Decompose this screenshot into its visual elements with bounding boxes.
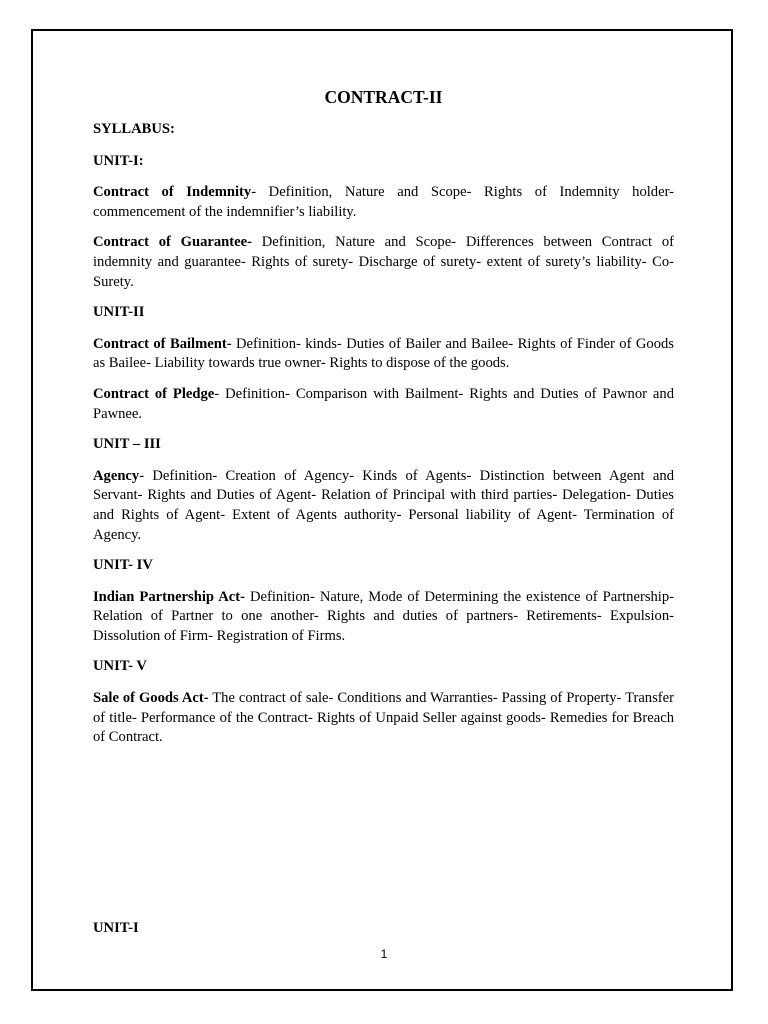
bailment-term: Contract of Bailment- — [93, 335, 232, 352]
agency-paragraph — [93, 467, 674, 545]
unit-3-heading: UNIT – III — [93, 436, 161, 453]
partnership-text: Definition- Nature, Mode of Determining the existence of Partnership- Relation of Partner to one another- Rights and duties of partners- Retirements- Expulsion- Dissolution of Firm- Registration of Firms. — [93, 588, 675, 644]
syllabus-label: SYLLABUS: — [93, 121, 175, 137]
sale-of-goods-paragraph — [93, 689, 674, 748]
partnership-paragraph — [93, 588, 674, 647]
guarantee-paragraph — [93, 233, 674, 292]
indemnity-paragraph — [93, 183, 674, 222]
sale-of-goods-text: The contract of sale- Conditions and Warranties- Passing of Property- Transfer of title- Performance of the Contract- Rights of Unpaid Seller against goods- Remedies for Breach of Contract. — [93, 690, 674, 746]
unit-2-heading: UNIT-II — [93, 304, 145, 321]
next-unit-heading: UNIT-I — [93, 920, 139, 936]
pledge-term: Contract of Pledge — [93, 385, 215, 402]
document-body — [93, 86, 674, 759]
bailment-paragraph — [93, 335, 674, 374]
indemnity-term: Contract of Indemnity — [93, 184, 252, 201]
guarantee-term: Contract of Guarantee- — [93, 234, 252, 251]
partnership-term: Indian Partnership Act- — [93, 588, 245, 605]
unit-4-heading: UNIT- IV — [93, 557, 153, 574]
pledge-paragraph — [93, 385, 674, 424]
bailment-text: Definition- kinds- Duties of Bailer and Bailee- Rights of Finder of Goods as Bailee- Liability towards true owner- Rights to dispose of the goods. — [93, 335, 674, 372]
agency-term: Agency — [93, 467, 140, 484]
guarantee-text: Definition, Nature and Scope- Differences between Contract of indemnity and guarantee- Rights of surety- Discharge of surety- extent of surety’s liability- Co- Surety. — [93, 234, 674, 290]
pledge-text: - Definition- Comparison with Bailment- Rights and Duties of Pawnor and Pawnee. — [93, 385, 674, 422]
agency-text: - Definition- Creation of Agency- Kinds of Agents- Distinction between Agent and Servant- Rights and Duties of Agent- Relation of Principal with third parties- Delegation- Duties and Rights of Agent- Extent of Agents authority- Personal liability of Agent- Termination of Agency. — [93, 467, 674, 543]
indemnity-text: - Definition, Nature and Scope- Rights of Indemnity holder- commencement of the indemnifier’s liability. — [93, 184, 674, 220]
document-title: CONTRACT-II — [324, 87, 443, 107]
sale-of-goods-term: Sale of Goods Act- — [93, 690, 209, 707]
unit-5-heading: UNIT- V — [93, 658, 147, 675]
page-number: 1 — [380, 947, 388, 961]
unit-1-heading: UNIT-I: — [93, 152, 144, 169]
